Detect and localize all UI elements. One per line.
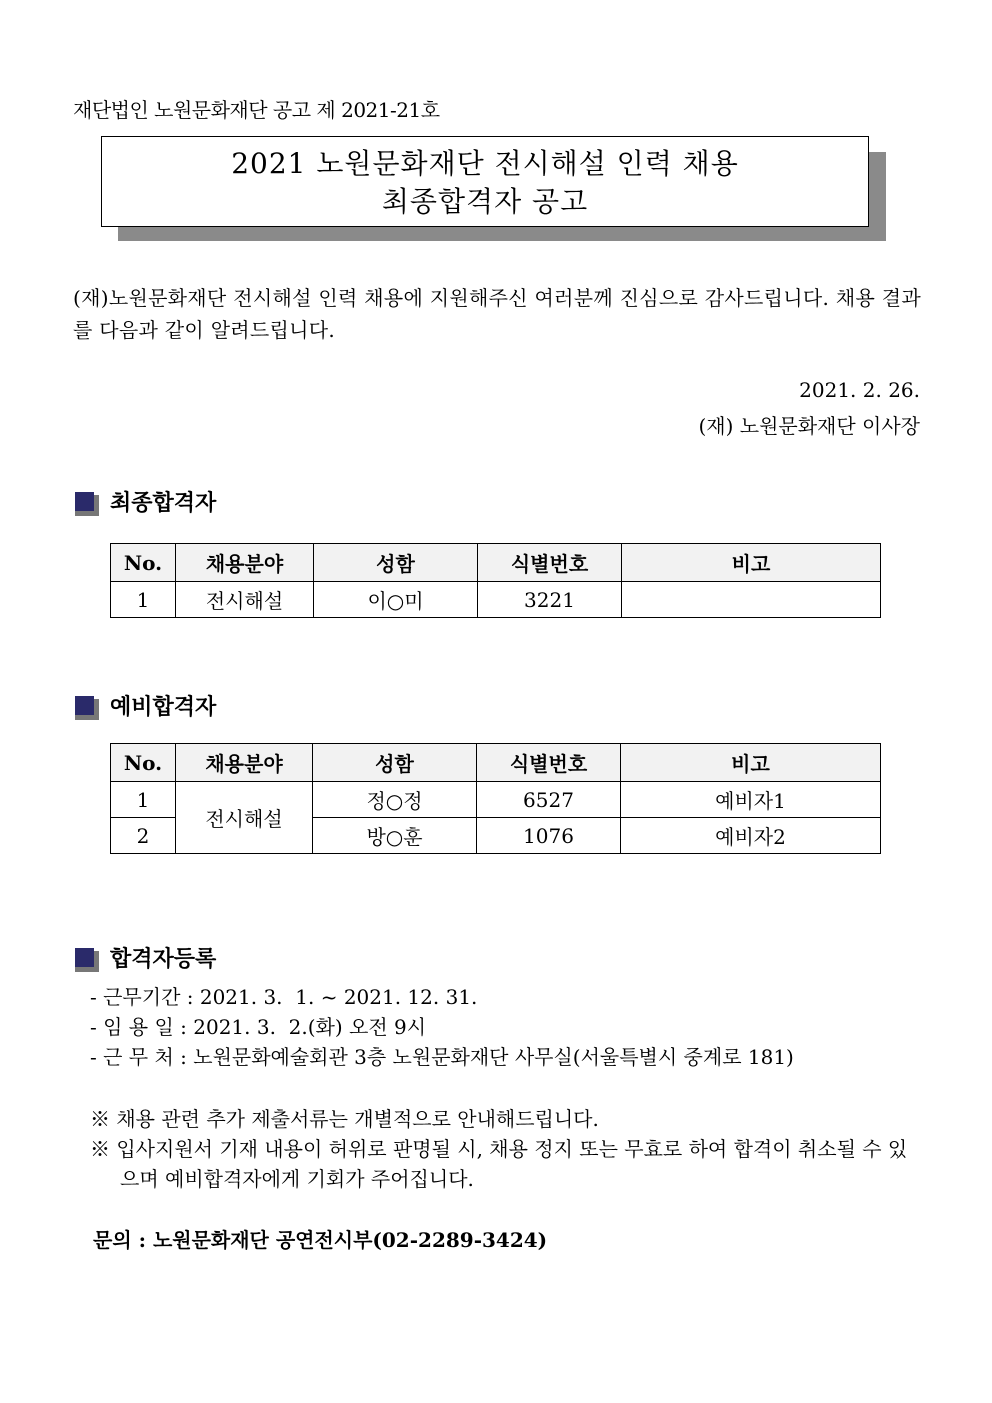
col-id: 식별번호 — [478, 544, 622, 582]
section-registration-heading — [75, 942, 216, 973]
registration-item-place: - 근 무 처 : 노원문화예술회관 3층 노원문화재단 사무실(서울특별시 중계로 181) — [90, 1045, 794, 1069]
cell-name: 이○미 — [314, 582, 478, 618]
col-field: 채용분야 — [176, 544, 314, 582]
cell-no: 1 — [111, 582, 176, 618]
section-bullet-icon — [75, 492, 94, 511]
section-bullet-icon — [75, 948, 94, 967]
title-box — [101, 136, 869, 227]
reserve-table — [110, 743, 881, 854]
table-header-row — [111, 544, 881, 582]
notice-date: 2021. 2. 26. — [799, 378, 920, 402]
organization-signature: (재) 노원문화재단 이사장 — [698, 414, 920, 438]
cell-no: 1 — [111, 782, 176, 818]
cell-id: 6527 — [477, 782, 621, 818]
cell-name: 방○훈 — [313, 818, 477, 854]
col-name: 성함 — [313, 744, 477, 782]
table-header-row — [111, 744, 881, 782]
section-reserve-heading — [75, 690, 216, 721]
table-row — [111, 782, 881, 818]
section-bullet-icon — [75, 696, 94, 715]
section-final-heading — [75, 486, 216, 517]
cell-note — [622, 582, 881, 618]
cell-note: 예비자1 — [621, 782, 881, 818]
cell-id: 3221 — [478, 582, 622, 618]
col-note: 비고 — [622, 544, 881, 582]
cell-note: 예비자2 — [621, 818, 881, 854]
registration-list — [90, 982, 794, 1072]
col-no: No. — [111, 544, 176, 582]
section-final-label: 최종합격자 — [110, 490, 217, 516]
note-false-info: ※ 입사지원서 기재 내용이 허위로 판명될 시, 채용 정지 또는 무효로 하여 합격이 취소될 수 있으며 예비합격자에게 기회가 주어집니다. — [90, 1137, 908, 1191]
notice-number: 재단법인 노원문화재단 공고 제 2021-21호 — [73, 98, 440, 122]
note-documents: ※ 채용 관련 추가 제출서류는 개별적으로 안내해드립니다. — [90, 1107, 599, 1131]
title-line-2: 최종합격자 공고 — [381, 185, 589, 218]
cell-name: 정○정 — [313, 782, 477, 818]
final-table — [110, 543, 881, 618]
cell-id: 1076 — [477, 818, 621, 854]
section-reserve-label: 예비합격자 — [110, 694, 217, 720]
col-name: 성함 — [314, 544, 478, 582]
table-row — [111, 582, 881, 618]
intro-paragraph: (재)노원문화재단 전시해설 인력 채용에 지원해주신 여러분께 진심으로 감사드립니다. 채용 결과를 다음과 같이 알려드립니다. — [73, 286, 921, 342]
registration-item-period: - 근무기간 : 2021. 3. 1. ~ 2021. 12. 31. — [90, 985, 478, 1009]
col-note: 비고 — [621, 744, 881, 782]
col-field: 채용분야 — [176, 744, 313, 782]
inquiry-contact: 문의 : 노원문화재단 공연전시부(02-2289-3424) — [93, 1228, 548, 1252]
title-line-1: 2021 노원문화재단 전시해설 인력 채용 — [231, 147, 739, 180]
col-no: No. — [111, 744, 176, 782]
cell-field: 전시해설 — [176, 582, 314, 618]
cell-field: 전시해설 — [176, 782, 313, 854]
col-id: 식별번호 — [477, 744, 621, 782]
section-registration-label: 합격자등록 — [110, 946, 217, 972]
registration-item-start: - 임 용 일 : 2021. 3. 2.(화) 오전 9시 — [90, 1015, 427, 1039]
cell-no: 2 — [111, 818, 176, 854]
